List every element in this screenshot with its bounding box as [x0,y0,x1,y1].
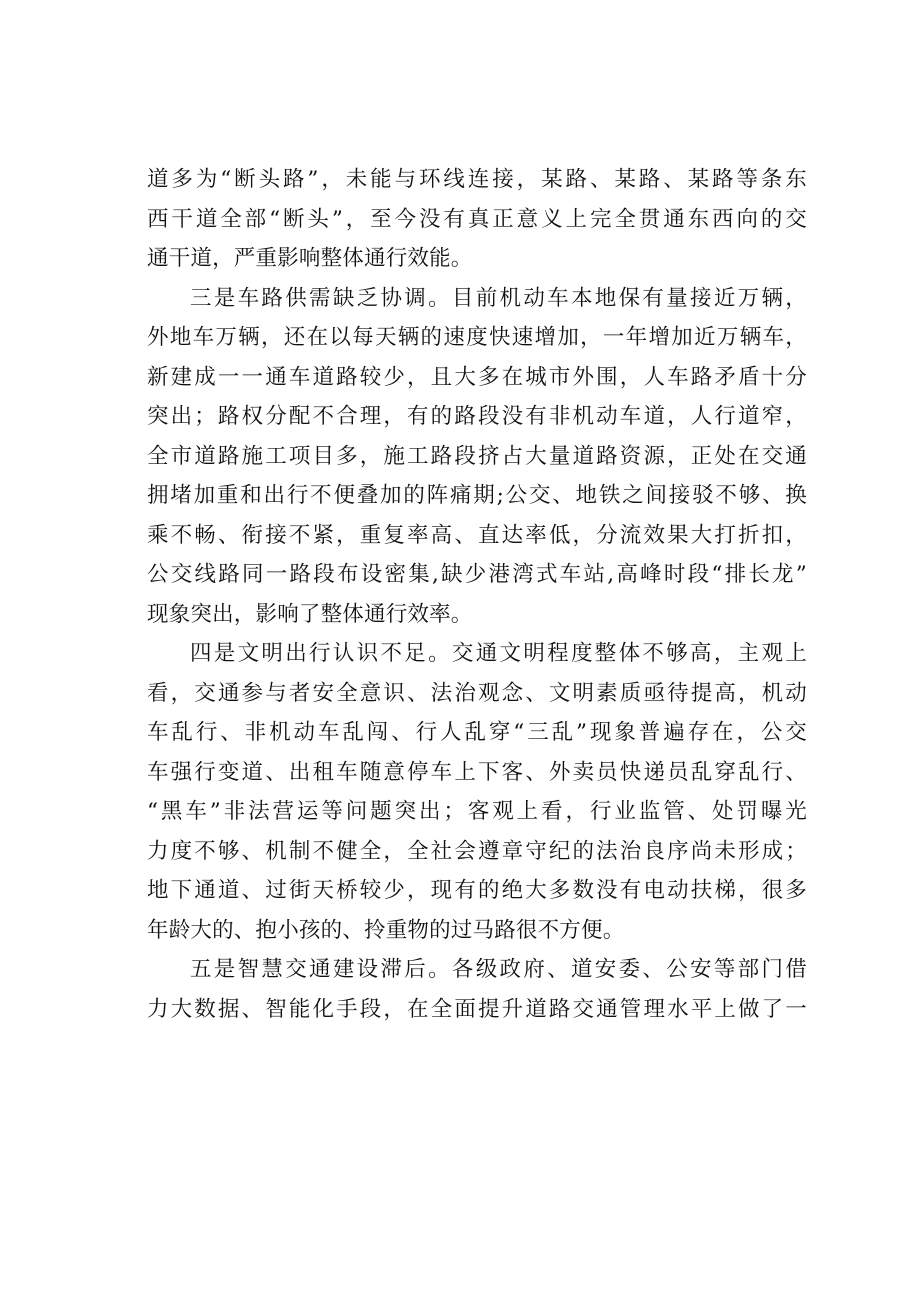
text-line: 西干道全部“断头”，至今没有真正意义上完全贯通东西向的交 [147,206,807,232]
text-line: 新建成一一通车道路较少，且大多在城市外围，人车路矛盾十分 [147,364,807,390]
text-line: 公交线路同一路段布设密集,缺少港湾式车站,高峰时段“排长龙” [147,562,807,587]
text-line: 现象突出，影响了整体通行效率。 [147,601,473,627]
text-line: 通干道，严重影响整体通行效能。 [147,246,473,271]
text-line: 年龄大的、抱小孩的、拎重物的过马路很不方便。 [147,917,625,943]
paragraph-3 [147,634,807,950]
text-line: 全市道路施工项目多，施工路段挤占大量道路资源，正处在交通 [147,443,807,469]
text-line: 看，交通参与者安全意识、法治观念、文明素质亟待提高，机动 [147,680,807,706]
text-line: 力度不够、机制不健全，全社会遵章守纪的法治良序尚未形成； [147,838,807,864]
document-body [147,160,807,1029]
text-line: 车强行变道、出租车随意停车上下客、外卖员快递员乱穿乱行、 [147,759,807,785]
paragraph-2 [147,279,807,635]
text-line: 乘不畅、衔接不紧，重复率高、直达率低，分流效果大打折扣， [147,522,807,548]
text-line: 四是文明出行认识不足。交通文明程度整体不够高，主观上 [190,641,807,666]
text-line: 突出；路权分配不合理，有的路段没有非机动车道，人行道窄， [147,404,807,429]
text-line: 车乱行、非机动车乱闯、行人乱穿“三乱”现象普遍存在，公交 [147,720,807,745]
text-line: 拥堵加重和出行不便叠加的阵痛期;公交、地铁之间接驳不够、换 [147,483,807,508]
text-line: 五是智慧交通建设滞后。各级政府、道安委、公安等部门借 [190,957,807,982]
text-line: 外地车万辆，还在以每天辆的速度快速增加，一年增加近万辆车， [147,325,807,350]
text-line: “黑车”非法营运等问题突出；客观上看，行业监管、处罚曝光 [147,799,807,824]
paragraph-4 [147,950,807,1029]
text-line: 三是车路供需缺乏协调。目前机动车本地保有量接近万辆， [190,285,807,311]
text-line: 地下通道、过街天桥较少，现有的绝大多数没有电动扶梯，很多 [147,878,807,903]
paragraph-1 [147,160,807,279]
text-line: 道多为“断头路”，未能与环线连接，某路、某路、某路等条东 [147,167,807,192]
text-line: 力大数据、智能化手段，在全面提升道路交通管理水平上做了一 [147,996,807,1022]
